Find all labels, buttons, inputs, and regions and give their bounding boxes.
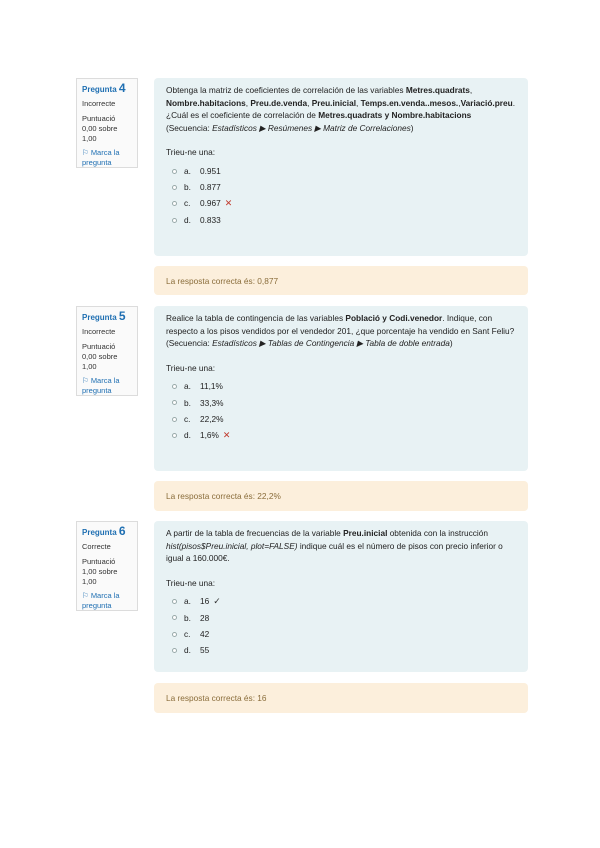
incorrect-icon: ✕	[222, 430, 231, 441]
answer-option[interactable]	[166, 212, 516, 228]
correct-icon: ✓	[213, 596, 221, 607]
correct-answer-text: La resposta correcta és: 16	[166, 693, 267, 703]
text-bold: Variació.preu	[460, 97, 513, 108]
correct-answer-text: La resposta correcta és: 22,2%	[166, 491, 281, 501]
radio-button[interactable]	[172, 615, 177, 620]
text-part: indique cuál es el número de pisos con precio inferior o igual a 160.000€.	[166, 540, 503, 564]
flag-question-link[interactable]: ⚐ Marca la pregunta	[82, 591, 120, 610]
text-part: (Secuencia:	[166, 338, 213, 349]
answer-value: 0.877	[200, 182, 221, 193]
answer-letter: b.	[184, 397, 191, 408]
text-part: ,	[245, 97, 251, 108]
answer-value: 22,2%	[200, 413, 224, 424]
answer-prompt: Trieu-ne una:	[166, 577, 216, 588]
radio-button[interactable]	[172, 433, 177, 438]
radio-button[interactable]	[172, 400, 177, 405]
radio-button[interactable]	[172, 185, 177, 190]
answer-option[interactable]	[166, 411, 516, 427]
answer-letter: a.	[184, 381, 191, 392]
answer-value: 16	[200, 596, 210, 607]
text-bold: Preu.inicial	[343, 528, 388, 538]
answer-value: 1,6%	[200, 430, 219, 441]
radio-button[interactable]	[172, 599, 177, 604]
text-part: (Secuencia:	[166, 122, 213, 133]
question-text	[166, 527, 516, 565]
answer-letter: b.	[184, 612, 191, 623]
feedback-box	[154, 683, 528, 713]
answer-letter: a.	[184, 165, 191, 176]
text-part: . ¿Cuál es el coeficiente de correlación de	[166, 97, 515, 121]
answer-option[interactable]	[166, 163, 516, 179]
text-bold: Preu.inicial	[311, 97, 357, 108]
text-part: ,	[307, 97, 312, 108]
answer-option[interactable]	[166, 196, 516, 212]
text-bold: Nombre.habitacions	[166, 97, 246, 108]
question-text	[166, 84, 516, 134]
answer-option[interactable]	[166, 395, 516, 411]
flag-label: Marca la pregunta	[82, 591, 120, 610]
answer-value: 11,1%	[200, 381, 223, 392]
question-mark: Puntuació 1,00 sobre 1,00	[82, 557, 118, 586]
answer-value: 28	[200, 612, 210, 623]
question-title	[82, 311, 132, 323]
question-info-5	[76, 306, 138, 396]
answer-value: 0.967	[200, 198, 221, 209]
question-number: 6	[118, 524, 126, 538]
flag-question-link[interactable]: ⚐ Marca la pregunta	[82, 148, 120, 167]
answer-option[interactable]	[166, 427, 516, 443]
answer-value: 0.833	[200, 214, 221, 225]
question-label: Pregunta	[82, 528, 117, 537]
answer-option[interactable]	[166, 610, 516, 626]
question-info-4	[76, 78, 138, 168]
text-bold: Temps.en.venda..mesos.	[360, 97, 459, 108]
answer-letter: d.	[184, 214, 191, 225]
answer-option[interactable]	[166, 179, 516, 195]
radio-button[interactable]	[172, 417, 177, 422]
flag-label: Marca la pregunta	[82, 148, 120, 167]
question-title	[82, 526, 132, 538]
feedback-box	[154, 266, 528, 295]
answer-option[interactable]	[166, 642, 516, 658]
feedback-box	[154, 481, 528, 511]
answer-letter: c.	[184, 413, 191, 424]
text-part: ,	[356, 97, 361, 108]
question-box-5	[154, 306, 528, 471]
question-label: Pregunta	[82, 313, 117, 322]
text-part: )	[410, 122, 414, 133]
answer-option[interactable]	[166, 593, 516, 609]
text-bold: Metres.quadrats y Nombre.habitacions	[318, 110, 472, 121]
question-title	[82, 83, 132, 95]
answer-letter: b.	[184, 182, 191, 193]
question-info-6	[76, 521, 138, 611]
answer-letter: d.	[184, 430, 191, 441]
answer-option[interactable]	[166, 378, 516, 394]
question-box-6	[154, 521, 528, 672]
answer-letter: c.	[184, 628, 191, 639]
text-part: A partir de la tabla de frecuencias de la variable	[166, 528, 344, 538]
question-state: Correcte	[82, 542, 111, 551]
text-part: . Indique, con respecto a los pisos vendidos por el vendedor 201, ¿que porcentaje ha vendido en Sant Feliu?	[166, 313, 515, 336]
answer-letter: d.	[184, 645, 191, 656]
answer-value: 55	[200, 645, 210, 656]
question-label: Pregunta	[82, 85, 117, 94]
answer-prompt: Trieu-ne una:	[166, 147, 216, 158]
text-bold: Població y Codi.venedor	[345, 313, 443, 323]
radio-button[interactable]	[172, 648, 177, 653]
text-bold: Preu.de.venda	[250, 97, 308, 108]
radio-button[interactable]	[172, 169, 177, 174]
text-bold: Metres.quadrats	[405, 85, 470, 95]
text-italic: Estadísticos ▶ Resúmenes ▶ Matriz de Correlaciones	[212, 122, 411, 133]
text-part: )	[449, 338, 453, 349]
answer-value: 0.951	[200, 165, 221, 176]
question-mark: Puntuació 0,00 sobre 1,00	[82, 114, 118, 143]
question-number: 4	[118, 81, 126, 95]
question-text	[166, 312, 516, 350]
radio-button[interactable]	[172, 632, 177, 637]
answer-option[interactable]	[166, 626, 516, 642]
radio-button[interactable]	[172, 384, 177, 389]
answer-letter: c.	[184, 198, 191, 209]
answer-prompt: Trieu-ne una:	[166, 362, 216, 373]
answer-value: 42	[200, 628, 210, 639]
text-part: Realice la tabla de contingencia de las variables	[166, 313, 346, 323]
text-part: obtenida con la instrucción	[387, 528, 488, 538]
text-part: ,	[469, 85, 473, 95]
answer-letter: a.	[184, 596, 191, 607]
question-state: Incorrecte	[82, 99, 116, 108]
text-part: ,	[458, 97, 461, 108]
radio-button[interactable]	[172, 201, 177, 206]
correct-answer-text: La resposta correcta és: 0,877	[166, 275, 279, 286]
radio-button[interactable]	[172, 218, 177, 223]
question-state: Incorrecte	[82, 327, 116, 336]
text-italic: hist(pisos$Preu.inicial, plot=FALSE)	[166, 540, 298, 551]
incorrect-icon: ✕	[224, 198, 233, 209]
question-box-4	[154, 78, 528, 256]
flag-label: Marca la pregunta	[82, 376, 120, 395]
question-mark: Puntuació 0,00 sobre 1,00	[82, 342, 118, 371]
text-italic: Estadísticos ▶ Tablas de Contingencia ▶ Tabla de doble entrada	[212, 338, 450, 349]
question-number: 5	[118, 309, 126, 323]
flag-question-link[interactable]: ⚐ Marca la pregunta	[82, 376, 120, 395]
text-part: Obtenga la matriz de coeficientes de correlación de las variables	[166, 85, 406, 95]
answer-value: 33,3%	[200, 397, 224, 408]
